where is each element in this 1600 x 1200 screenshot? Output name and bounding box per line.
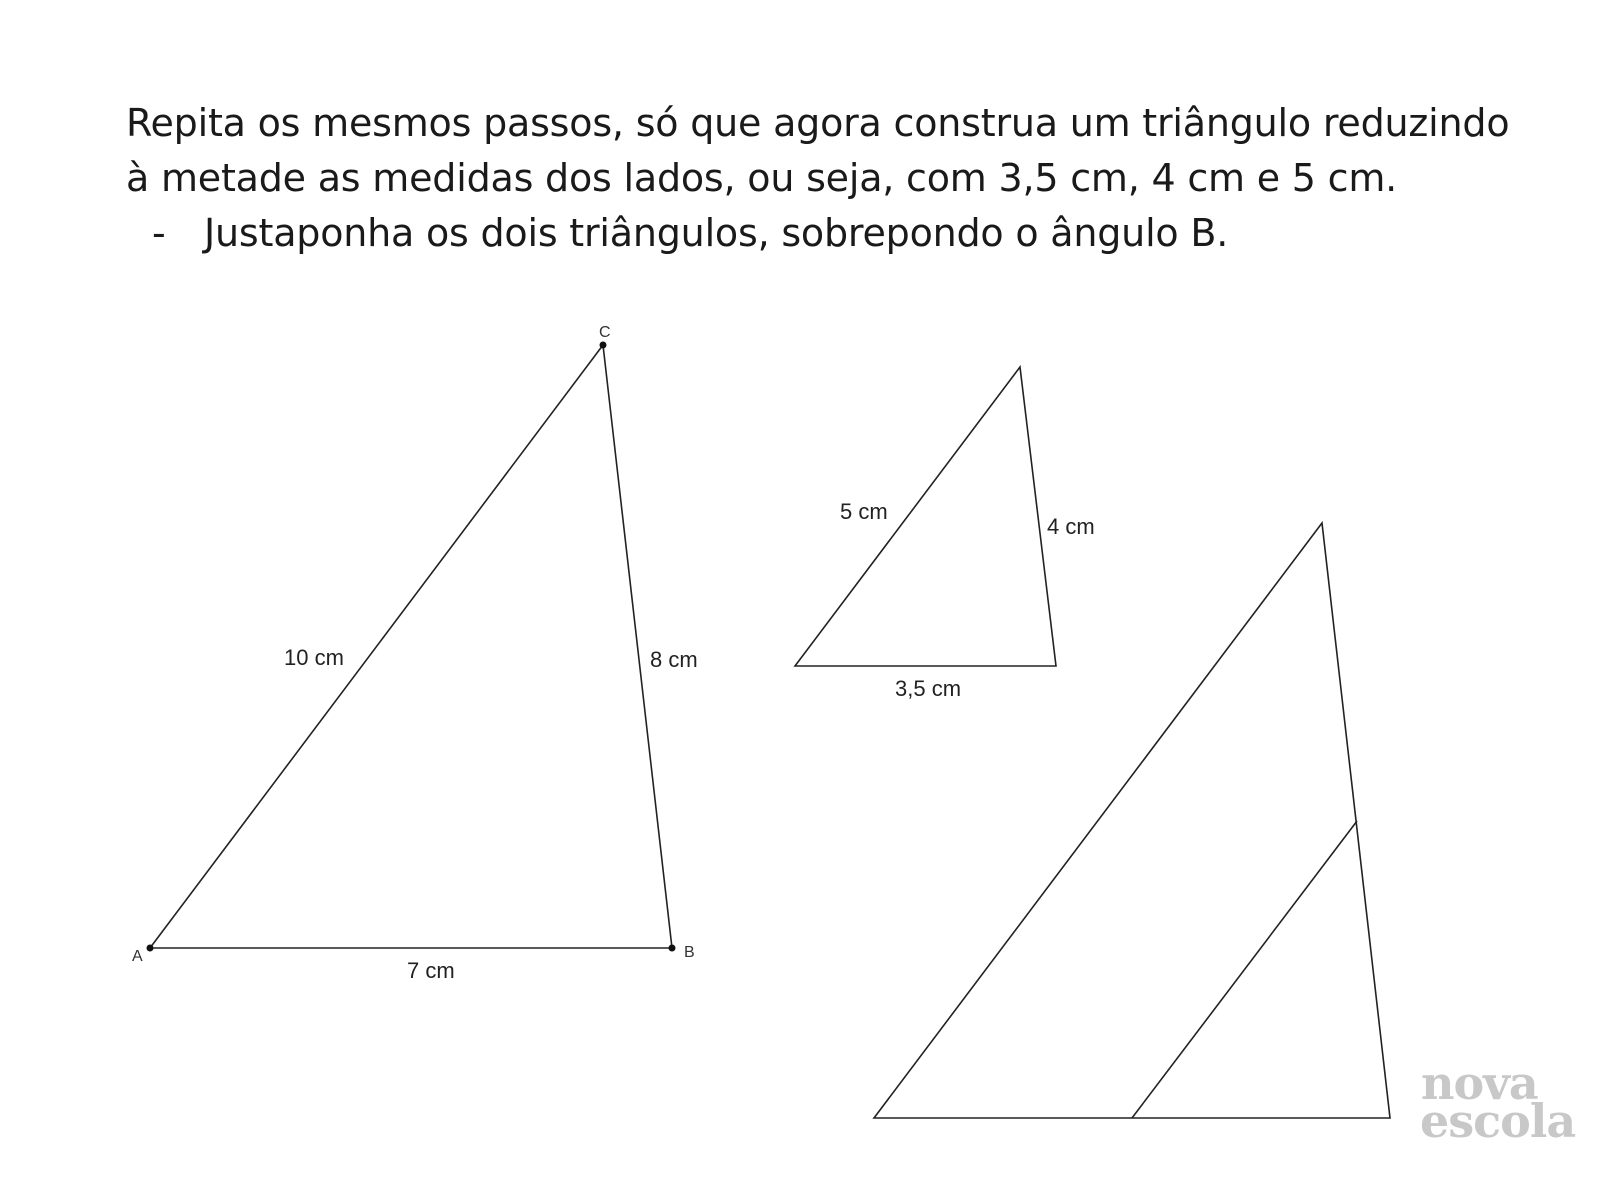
small-side-left-label: 5 cm [840,499,888,524]
side-bc-label: 8 cm [650,647,698,672]
large-triangle [132,324,698,983]
small-side-base-label: 3,5 cm [895,676,962,701]
vertex-c-label: C [599,324,611,341]
large-triangle-outline [150,345,672,948]
small-side-right-label: 4 cm [1047,514,1095,539]
vertex-a-label: A [132,948,143,965]
vertex-b-label: B [684,944,695,961]
instruction-bullet-text: Justaponha os dois triângulos, sobrepondo o ângulo B. [204,211,1229,255]
logo-line-escola: escola [1420,1094,1576,1148]
bullet-marker: - [152,211,166,255]
logo-line-nova: nova [1421,1056,1538,1110]
vertex-a-point [147,945,154,952]
juxtaposed-small-side [1132,821,1357,1118]
vertex-b-point [669,945,676,952]
side-ac-label: 10 cm [284,645,344,670]
vertex-c-point [600,342,607,349]
small-triangle-outline [795,367,1056,666]
nova-escola-logo [1420,1056,1575,1148]
juxtaposed-large-outline [874,523,1390,1118]
instruction-line-2: à metade as medidas dos lados, ou seja, com 3,5 cm, 4 cm e 5 cm. [126,156,1398,200]
instruction-line-1: Repita os mesmos passos, só que agora construa um triângulo reduzindo [126,101,1510,145]
juxtaposed-triangles [874,523,1390,1118]
small-triangle [795,367,1095,701]
side-ab-label: 7 cm [407,958,455,983]
